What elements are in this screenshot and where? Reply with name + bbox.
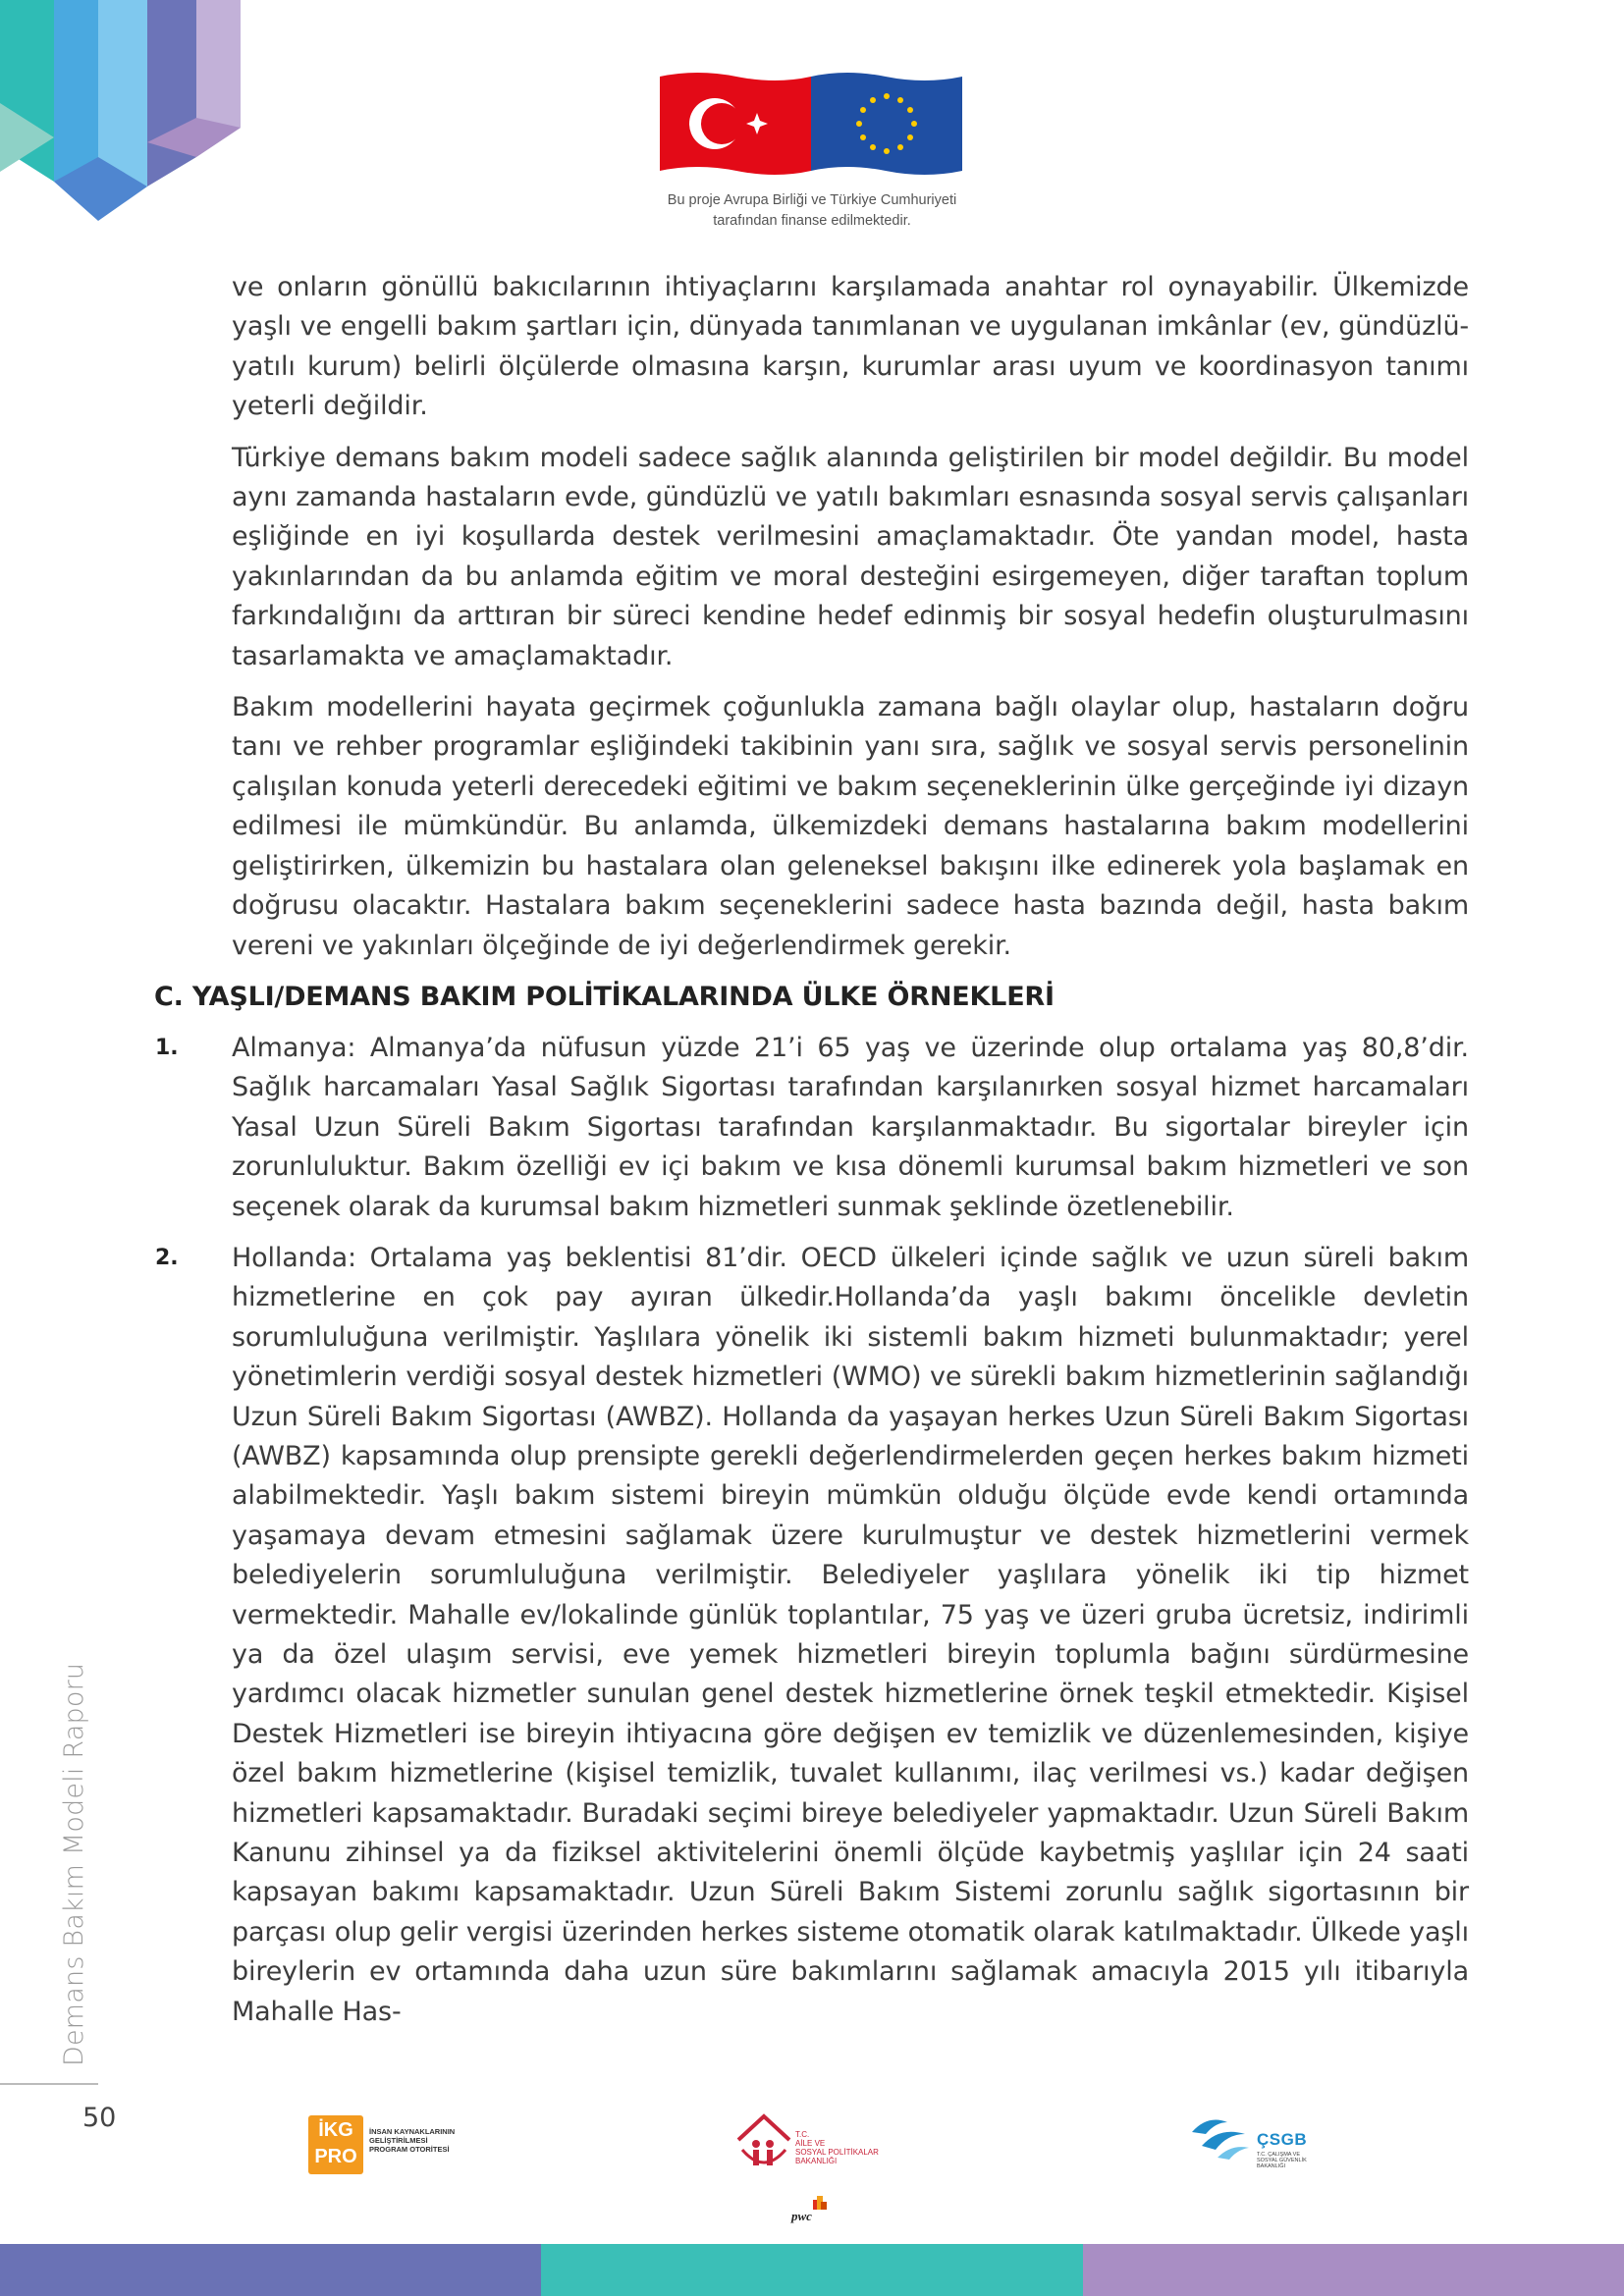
ikg-line: GELİŞTİRİLMESİ <box>369 2136 428 2145</box>
ikg-pro-badge <box>308 2115 363 2174</box>
aile-caption <box>795 2130 893 2165</box>
csgb-mark-icon <box>1188 2112 1253 2162</box>
list-item <box>155 1239 1469 2032</box>
csgb-logo <box>1188 2112 1326 2173</box>
family-house-icon <box>734 2110 793 2175</box>
report-title-vertical <box>59 1662 89 2096</box>
funding-note-line2: tarafından finanse edilmektedir. <box>713 213 911 229</box>
csgb-line: T.C. ÇALIŞMA VE <box>1257 2152 1301 2158</box>
funding-note <box>609 190 1015 232</box>
report-title-text: Demans Bakım Modeli Raporu <box>59 1662 89 2066</box>
list-item-number: 2. <box>155 1245 179 1270</box>
pwc-mark-icon <box>791 2196 831 2210</box>
pwc-logo <box>791 2195 831 2226</box>
footer-bar-middle <box>541 2244 1083 2296</box>
turkey-eu-flags <box>660 71 962 177</box>
ikg-caption <box>369 2127 477 2154</box>
footer-bar-left <box>0 2244 541 2296</box>
document-body <box>154 268 1469 2044</box>
ikg-line: İNSAN KAYNAKLARININ <box>369 2127 456 2136</box>
aile-line: BAKANLIĞI <box>795 2157 838 2165</box>
ikg-badge-top: İKG <box>318 2119 353 2141</box>
aile-line: SOSYAL POLİTİKALAR <box>795 2148 879 2157</box>
list-item-text: Almanya: Almanya’da nüfusun yüzde 21’i 65 yaş ve üzerinde olup ortalama yaş 80,8’dir. Sağlık harcamaları Yasal Sağlık Sigortası tarafından karşılanırken sosyal hizmet harcamaları Yasal Uzun Süreli Bakım Sigortası tarafından karşılanmaktadır. Bu sigortalar bireyler için zorunluluktur. Bakım özelliği ev içi bakım ve kısa dönemli kurumsal bakım hizmetleri ve son seçenek olarak da kurumsal bakım hizmetleri sunmak şeklinde özetlenebilir. <box>232 1032 1469 1222</box>
footer-bar-right <box>1083 2244 1624 2296</box>
page-number: 50 <box>82 2103 117 2133</box>
paragraph: Türkiye demans bakım modeli sadece sağlık alanında geliştirilen bir model değildir. Bu model aynı zamanda hastaların evde, gündüzlü ve yatılı bakımları esnasında sosyal servis çalışanları eşliğinde en iyi koşullarda destek verilmesini amaçlamaktadır. Öte yandan model, hasta yakınlarından da bu anlamda eğitim ve moral desteğini esirgemeyen, diğer taraftan toplum farkındalığını da arttıran bir süreci kendine hedef edinmiş bir sosyal hedefin oluşturulmasını tasarlamakta ve amaçlamaktadır. <box>232 442 1469 671</box>
list-item-text: Hollanda: Ortalama yaş beklentisi 81’dir. OECD ülkeleri içinde sağlık ve uzun süreli bakım hizmetlerine en çok pay ayıran ülkedir.Hollanda’da yaşlı bakımı öncelikle devletin sorumluluğuna verilmiştir. Yaşlılara yönelik iki sistemli bakım hizmeti bulunmaktadır; yerel yönetimlerin verdiği sosyal destek hizmetleri (WMO) ve sürekli bakım hizmetlerinin sağlandığı Uzun Süreli Bakım Sigortası (AWBZ). Hollanda da yaşayan herkes Uzun Süreli Bakım Sigortası (AWBZ) kapsamında olup prensipte gerekli değerlendirmelerden geçen herkes bakım hizmeti alabilmektedir. Yaşlı bakım sistemi bireyin mümkün olduğu ölçüde evde kendi ortamında yaşamaya devam etmesini sağlamak üzere kurulmuştur ve destek hizmetlerini vermek belediyelerin sorumluluğuna verilmiştir. Belediyeler yaşlılara yönelik iki tip hizmet vermektedir. Mahalle ev/lokalinde günlük toplantılar, 75 yaş ve üzeri gruba ücretsiz, indirimli ya da özel ulaşım servisi, eve yemek hizmetleri bireyin toplumla bağını sürdürmesine yardımcı olacak hizmetler sunulan genel destek hizmetlerine örnek teşkil etmektedir. Kişisel Destek Hizmetleri ise bireyin ihtiyacına göre değişen ev temizlik ve düzenlemesinden, kişiye özel bakım hizmetlerine (kişisel temizlik, tuvalet kullanımı, ilaç verilmesi vs.) kadar değişen hizmetleri kapsamaktadır. Buradaki seçimi bireye belediyeler yapmaktadır. Uzun Süreli Bakım Kanunu zihinsel ya da fiziksel aktivitelerini önemli ölçüde kaybetmiş yaşlılar için 24 saati kapsayan bakımı kapsamaktadır. Uzun Süreli Bakım Sistemi zorunlu sağlık sigortasının bir parçası olup gelir vergisi üzerinden herkes sisteme otomatik olarak katılmaktadır. Ülkede yaşlı bireylerin ev ortamında daha uzun süre bakımlarını sağlamak amacıyla 2015 yılı itibarıyla Mahalle Has- <box>232 1242 1469 2027</box>
funding-note-line1: Bu proje Avrupa Birliği ve Türkiye Cumhuriyeti <box>667 192 957 208</box>
paragraph: Bakım modellerini hayata geçirmek çoğunlukla zamana bağlı olaylar olup, hastaların doğru tanı ve rehber programlar eşliğindeki takibinin yanı sıra, sağlık ve sosyal servis personelinin çalışılan konuda yeterli derecedeki eğitimi ve bakım seçeneklerinin ülke gerçeğinde iyi dizayn edilmesi ile mümkündür. Bu anlamda, ülkemizdeki demans hastalarına bakım modellerini geliştirirken, ülkemizin bu hastalara olan geleneksel bakışını ilke edinerek yola başlamak en doğrusu olacaktır. Hastalara bakım seçeneklerini sadece hasta bazında değil, hasta bakım vereni ve yakınları ölçeğinde de iyi değerlendirmek gerekir. <box>232 692 1469 961</box>
ikg-pro-logo <box>308 2115 475 2174</box>
list-item <box>155 1029 1469 1227</box>
section-heading: C. YAŞLI/DEMANS BAKIM POLİTİKALARINDA ÜLKE ÖRNEKLERİ <box>154 981 1055 1012</box>
pwc-wordmark: pwc <box>791 2209 812 2223</box>
list-item-number: 1. <box>155 1035 179 1060</box>
aile-bakanligi-logo <box>734 2110 892 2181</box>
corner-decoration <box>0 0 255 240</box>
csgb-caption <box>1257 2152 1326 2169</box>
csgb-line: BAKANLIĞI <box>1257 2163 1286 2169</box>
paragraph: ve onların gönüllü bakıcılarının ihtiyaçlarını karşılamada anahtar rol oynayabilir. Ülkemizde yaşlı ve engelli bakım şartları için, dünyada tanımlanan ve uygulanan imkânlar (ev, gündüzlü-yatılı kurum) belirli ölçülerde olmasına karşın, kurumlar arası uyum ve koordinasyon tanımı yeterli değildir. <box>232 272 1469 422</box>
csgb-line: SOSYAL GÜVENLİK <box>1257 2158 1307 2163</box>
aile-line: T.C. <box>795 2130 810 2139</box>
side-divider <box>0 2083 98 2085</box>
aile-line: AİLE VE <box>795 2139 826 2148</box>
ikg-line: PROGRAM OTORİTESİ <box>369 2145 450 2154</box>
csgb-wordmark: ÇSGB <box>1257 2130 1308 2149</box>
ikg-badge-bottom: PRO <box>314 2146 357 2167</box>
